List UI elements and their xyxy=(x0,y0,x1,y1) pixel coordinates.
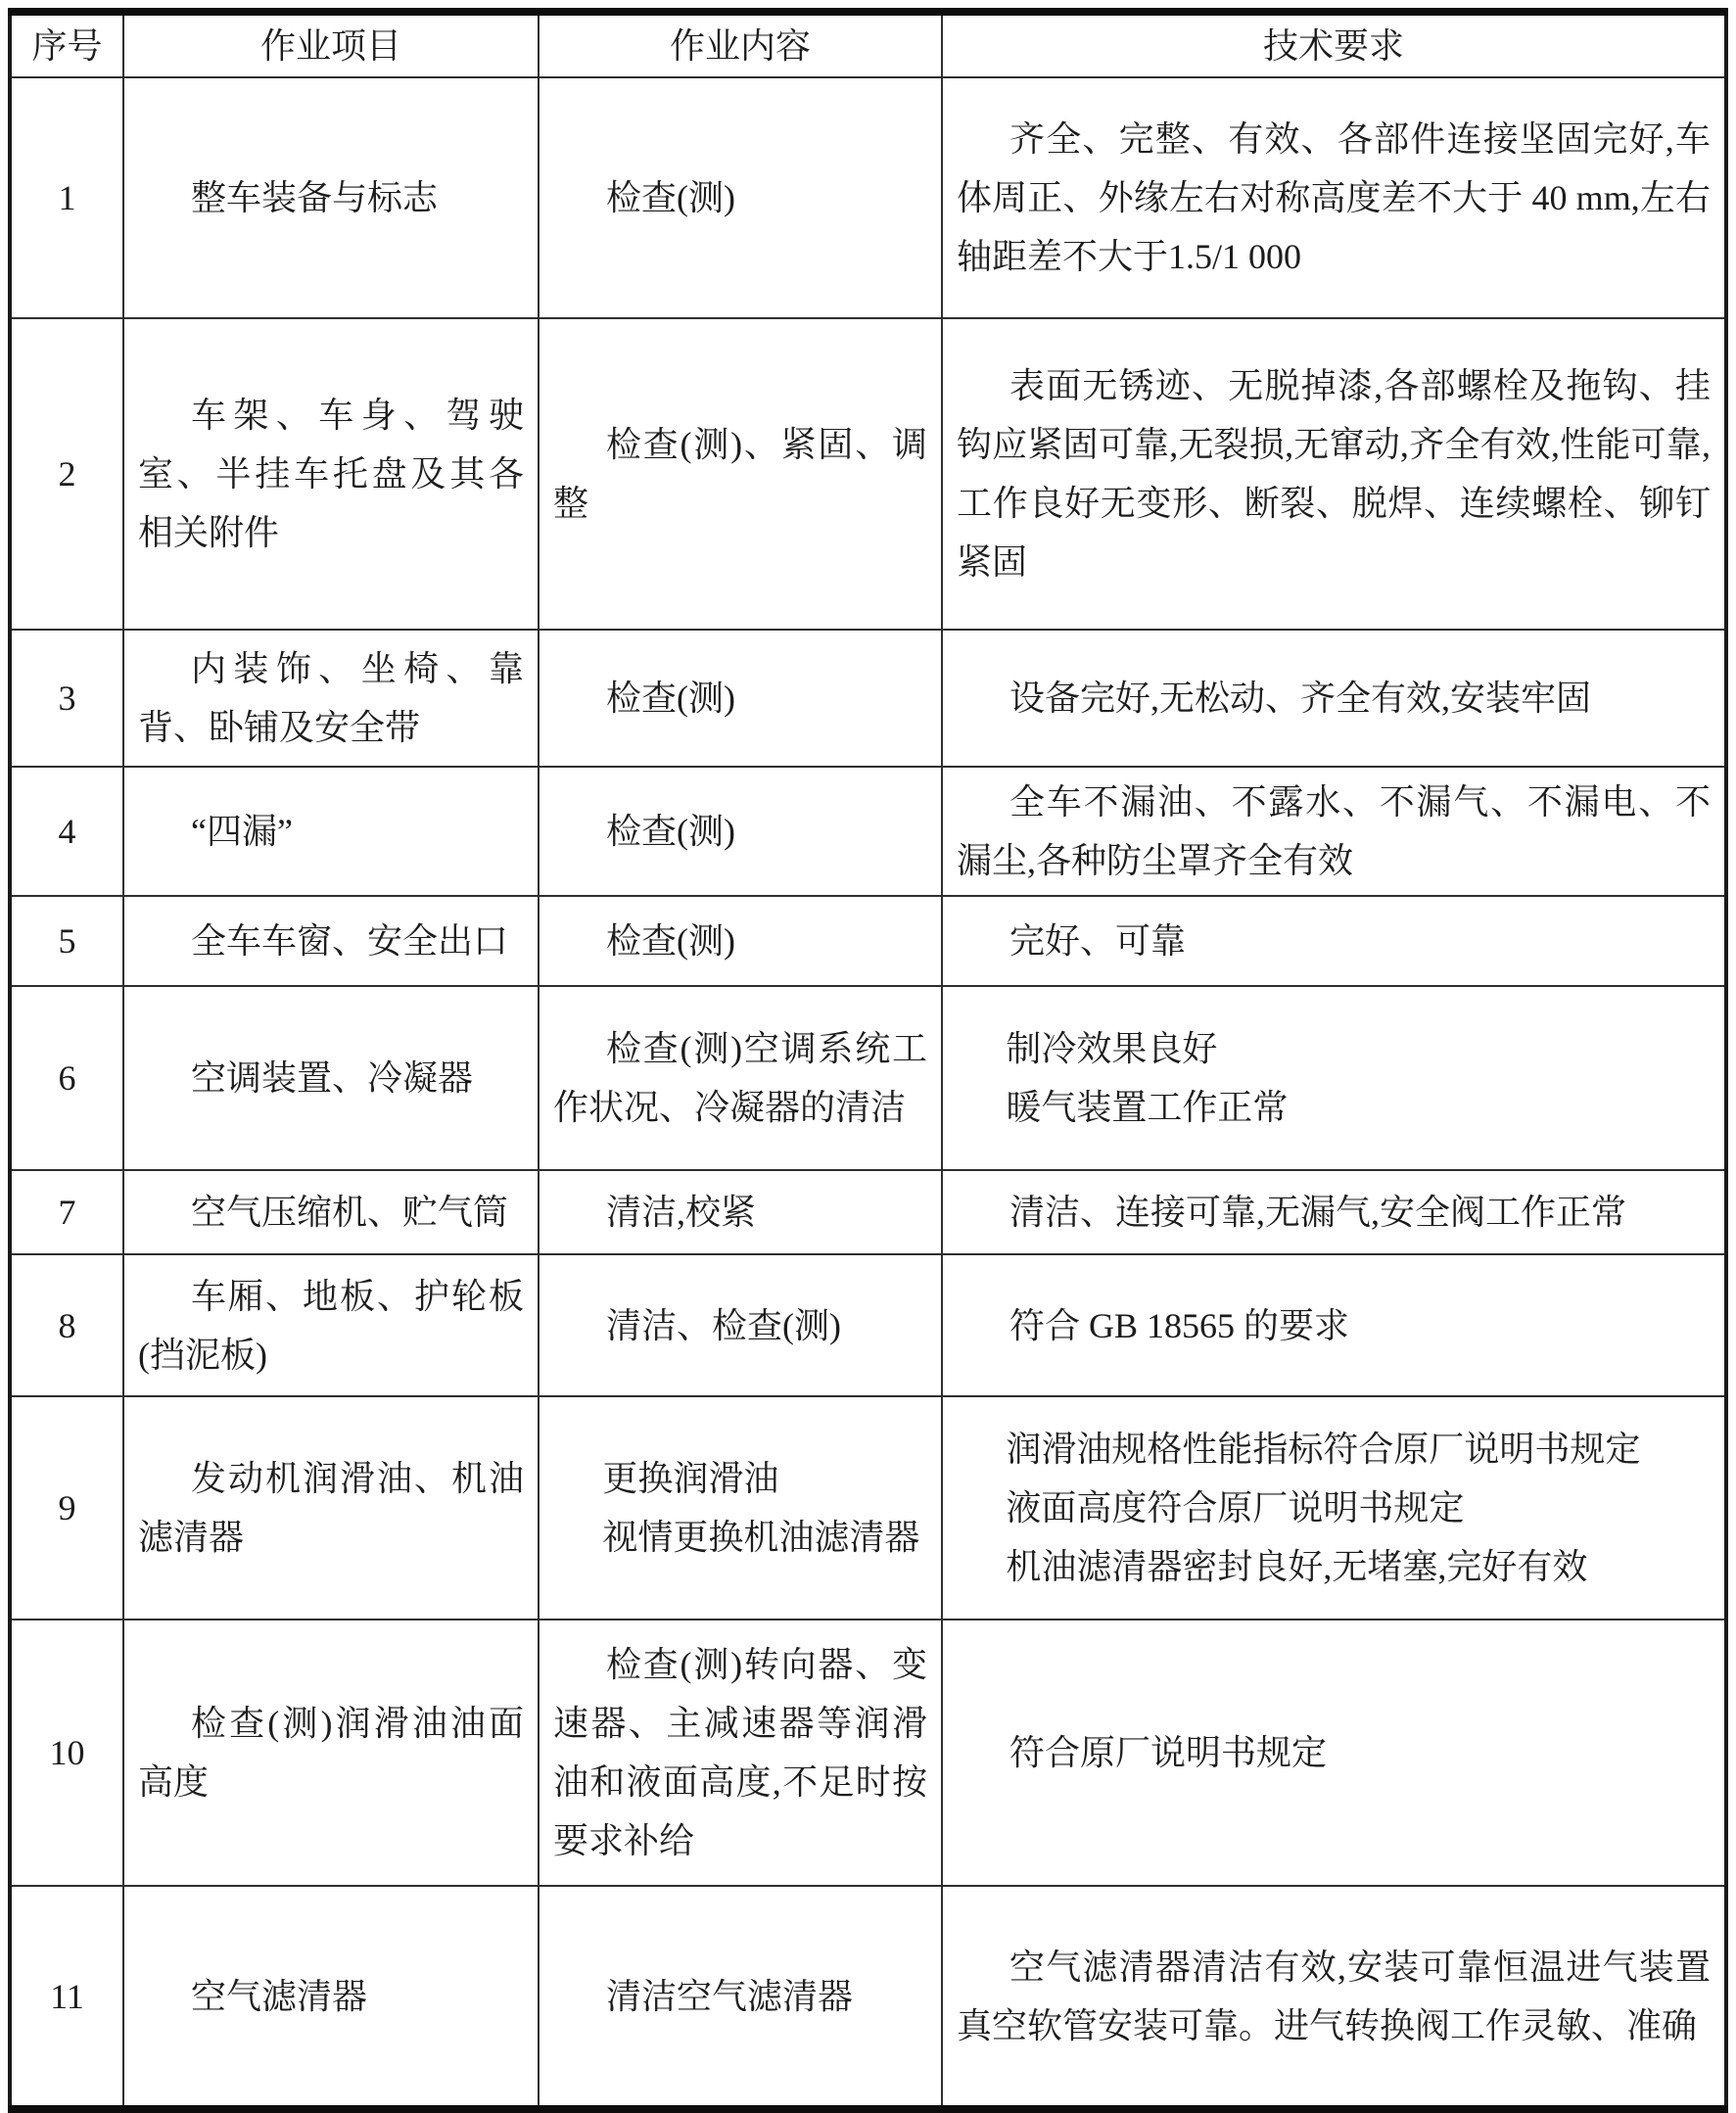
text-paragraph: 整车装备与标志 xyxy=(191,178,439,217)
text-paragraph: 空气滤清器 xyxy=(191,1976,368,2016)
table-row xyxy=(10,986,1726,1170)
text-paragraph: 内装饰、坐椅、靠背、卧铺及安全带 xyxy=(138,649,524,747)
cell-requirement xyxy=(942,896,1726,986)
cell-content xyxy=(539,1396,942,1620)
cell-index: 9 xyxy=(10,1396,123,1620)
text-line: 液面高度符合原厂说明书规定 xyxy=(1006,1488,1465,1527)
text-paragraph: 空气压缩机、贮气筒 xyxy=(191,1193,509,1232)
cell-item xyxy=(123,1620,539,1886)
cell-requirement xyxy=(942,1620,1726,1886)
text-paragraph: 设备完好,无松动、齐全有效,安装牢固 xyxy=(1009,679,1592,718)
text-paragraph: 检查(测)转向器、变速器、主减速器等润滑油和液面高度,不足时按要求补给 xyxy=(553,1645,927,1860)
cell-index: 3 xyxy=(10,630,123,767)
text-paragraph: 检查(测) xyxy=(606,812,735,851)
table-row xyxy=(10,1396,1726,1620)
cell-item xyxy=(123,77,539,318)
cell-content xyxy=(539,1254,942,1396)
cell-requirement xyxy=(942,630,1726,767)
col-header-requirement: 技术要求 xyxy=(942,12,1726,77)
table-row xyxy=(10,1254,1726,1396)
cell-index: 2 xyxy=(10,318,123,630)
cell-requirement xyxy=(942,1254,1726,1396)
cell-requirement xyxy=(942,767,1726,896)
text-paragraph: “四漏” xyxy=(191,812,293,851)
cell-item xyxy=(123,896,539,986)
cell-index: 5 xyxy=(10,896,123,986)
cell-requirement xyxy=(942,77,1726,318)
cell-content xyxy=(539,896,942,986)
cell-index: 7 xyxy=(10,1170,123,1254)
text-paragraph: 清洁空气滤清器 xyxy=(606,1976,854,2016)
cell-item xyxy=(123,630,539,767)
cell-item xyxy=(123,1170,539,1254)
cell-requirement xyxy=(942,1886,1726,2109)
text-paragraph: 空气滤清器清洁有效,安装可靠恒温进气装置真空软管安装可靠。进气转换阀工作灵敏、准确 xyxy=(957,1947,1711,2045)
text-paragraph: 表面无锈迹、无脱掉漆,各部螺栓及拖钩、挂钩应紧固可靠,无裂损,无窜动,齐全有效,性能可靠,工作良好无变形、断裂、脱焊、连续螺栓、铆钉紧固 xyxy=(957,366,1711,582)
text-line: 暖气装置工作正常 xyxy=(1006,1088,1289,1127)
text-paragraph: 检查(测)空调系统工作状况、冷凝器的清洁 xyxy=(553,1029,927,1127)
table-row xyxy=(10,767,1726,896)
text-paragraph: 发动机润滑油、机油滤清器 xyxy=(138,1459,524,1557)
text-paragraph: 清洁,校紧 xyxy=(606,1193,757,1232)
text-paragraph: 符合原厂说明书规定 xyxy=(1009,1733,1328,1772)
text-paragraph: 清洁、检查(测) xyxy=(606,1305,841,1345)
cell-index: 8 xyxy=(10,1254,123,1396)
text-paragraph: 车架、车身、驾驶室、半挂车托盘及其各相关附件 xyxy=(138,396,524,552)
text-paragraph: 检查(测)润滑油油面高度 xyxy=(138,1704,524,1802)
cell-index: 11 xyxy=(10,1886,123,2109)
text-line: 制冷效果良好 xyxy=(1006,1029,1218,1068)
cell-item xyxy=(123,1886,539,2109)
maintenance-table-page xyxy=(8,8,1728,2089)
table-row xyxy=(10,1170,1726,1254)
cell-requirement xyxy=(942,986,1726,1170)
text-paragraph: 车厢、地板、护轮板(挡泥板) xyxy=(138,1276,524,1375)
text-paragraph: 检查(测) xyxy=(606,679,735,718)
table-row xyxy=(10,1886,1726,2109)
text-paragraph: 空调装置、冷凝器 xyxy=(191,1058,474,1098)
table-row xyxy=(10,630,1726,767)
text-line: 润滑油规格性能指标符合原厂说明书规定 xyxy=(1006,1430,1641,1469)
cell-index: 10 xyxy=(10,1620,123,1886)
cell-item xyxy=(123,1254,539,1396)
cell-index: 6 xyxy=(10,986,123,1170)
maintenance-table xyxy=(8,8,1728,2113)
table-row xyxy=(10,318,1726,630)
cell-index: 1 xyxy=(10,77,123,318)
col-header-index: 序号 xyxy=(10,12,123,77)
table-row xyxy=(10,896,1726,986)
text-paragraph: 全车不漏油、不露水、不漏气、不漏电、不漏尘,各种防尘罩齐全有效 xyxy=(957,782,1711,880)
cell-content xyxy=(539,318,942,630)
col-header-content: 作业内容 xyxy=(539,12,942,77)
text-paragraph: 检查(测) xyxy=(606,178,735,217)
text-paragraph: 检查(测)、紧固、调整 xyxy=(553,425,927,523)
cell-item xyxy=(123,767,539,896)
table-body xyxy=(10,77,1726,2109)
cell-content xyxy=(539,77,942,318)
text-line: 视情更换机油滤清器 xyxy=(602,1518,920,1557)
text-paragraph: 齐全、完整、有效、各部件连接坚固完好,车体周正、外缘左右对称高度差不大于 40 mm,左右轴距差不大于1.5/1 000 xyxy=(957,119,1711,276)
text-paragraph: 全车车窗、安全出口 xyxy=(191,921,509,961)
cell-content xyxy=(539,1170,942,1254)
cell-item xyxy=(123,986,539,1170)
table-header xyxy=(10,12,1726,77)
cell-content xyxy=(539,1620,942,1886)
cell-index: 4 xyxy=(10,767,123,896)
cell-requirement xyxy=(942,1396,1726,1620)
text-paragraph: 完好、可靠 xyxy=(1009,921,1187,961)
cell-content xyxy=(539,986,942,1170)
table-row xyxy=(10,77,1726,318)
table-header-row xyxy=(10,12,1726,77)
cell-requirement xyxy=(942,1170,1726,1254)
cell-item xyxy=(123,318,539,630)
cell-content xyxy=(539,630,942,767)
text-paragraph: 清洁、连接可靠,无漏气,安全阀工作正常 xyxy=(1009,1193,1627,1232)
text-line: 机油滤清器密封良好,无堵塞,完好有效 xyxy=(1006,1547,1588,1586)
cell-content xyxy=(539,1886,942,2109)
col-header-item: 作业项目 xyxy=(123,12,539,77)
text-paragraph: 检查(测) xyxy=(606,921,735,961)
cell-item xyxy=(123,1396,539,1620)
cell-content xyxy=(539,767,942,896)
table-row xyxy=(10,1620,1726,1886)
text-paragraph: 符合 GB 18565 的要求 xyxy=(1009,1305,1350,1345)
cell-requirement xyxy=(942,318,1726,630)
text-line: 更换润滑油 xyxy=(602,1459,779,1498)
